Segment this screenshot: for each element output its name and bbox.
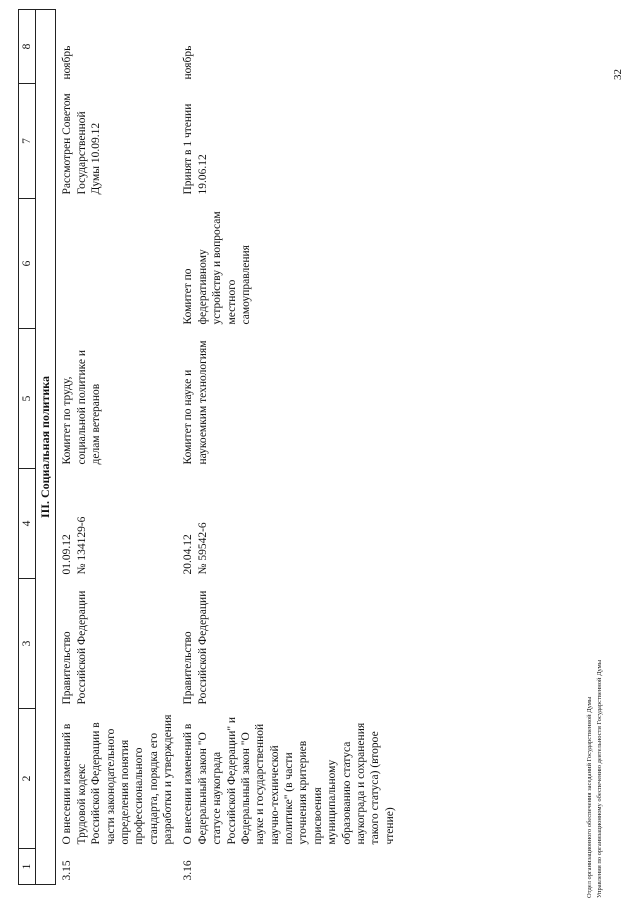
col-header-8: 8 [19, 10, 36, 84]
row-number: 3.16 [182, 860, 195, 881]
table-row [177, 10, 399, 885]
col-header-4: 4 [19, 469, 36, 579]
bill-number: № 134129-6 [75, 516, 88, 575]
section-row [36, 10, 56, 885]
co-executor-committee: Комитет по федеративному устройству и вопросам местного самоуправления [182, 211, 252, 325]
col-header-2: 2 [19, 709, 36, 849]
planned-month: ноябрь [182, 45, 195, 80]
col-header-5: 5 [19, 329, 36, 469]
header-row [19, 10, 36, 885]
bill-registration [56, 469, 178, 579]
bill-status: Рассмотрен Советом Государственной Думы 10.09.12 [61, 93, 103, 195]
bill-initiator: Правительство Российской Федерации [61, 590, 88, 705]
planned-month: ноябрь [61, 45, 74, 80]
co-executor-committee [56, 199, 178, 329]
bill-status: Принят в 1 чтении 19.06.12 [182, 103, 209, 195]
table-row [56, 10, 178, 885]
col-header-1: 1 [19, 849, 36, 885]
section-title: III. Социальная политика [36, 10, 56, 885]
page-number: 32 [612, 69, 624, 80]
bill-number: № 59542-6 [196, 522, 209, 575]
bill-date: 20.04.12 [182, 534, 195, 575]
col-header-6: 6 [19, 199, 36, 329]
responsible-committee: Комитет по науке и наукоемким технологиям [182, 340, 209, 465]
legislation-table [18, 9, 399, 885]
rotated-page [18, 10, 608, 885]
responsible-committee: Комитет по труду, социальной политике и делам ветеранов [61, 349, 103, 465]
bill-title: О внесении изменений в Федеральный закон "О статусе наукограда Российской Федерации" и Федеральный закон "О науке и государственной научно-технической политике" (в части уточнения критериев присвоения муниципальному образованию статуса наукограда и сохранения такого статуса) (второе чтение) [182, 716, 396, 845]
bill-date: 01.09.12 [61, 534, 74, 575]
footer-line-1: Отдел организационного обеспечения заседаний Государственной Думы [586, 696, 593, 898]
col-header-3: 3 [19, 579, 36, 709]
bill-registration [177, 469, 399, 579]
col-header-7: 7 [19, 84, 36, 199]
footer-line-2: Управления по организационному обеспечению деятельности Государственной Думы [596, 659, 603, 898]
row-number: 3.15 [61, 860, 74, 881]
bill-initiator: Правительство Российской Федерации [182, 590, 209, 705]
bill-title: О внесении изменений в Трудовой кодекс Российской Федерации в части законодательного определения понятия профессионального стандарта, порядка его разработки и утверждения [61, 714, 174, 845]
